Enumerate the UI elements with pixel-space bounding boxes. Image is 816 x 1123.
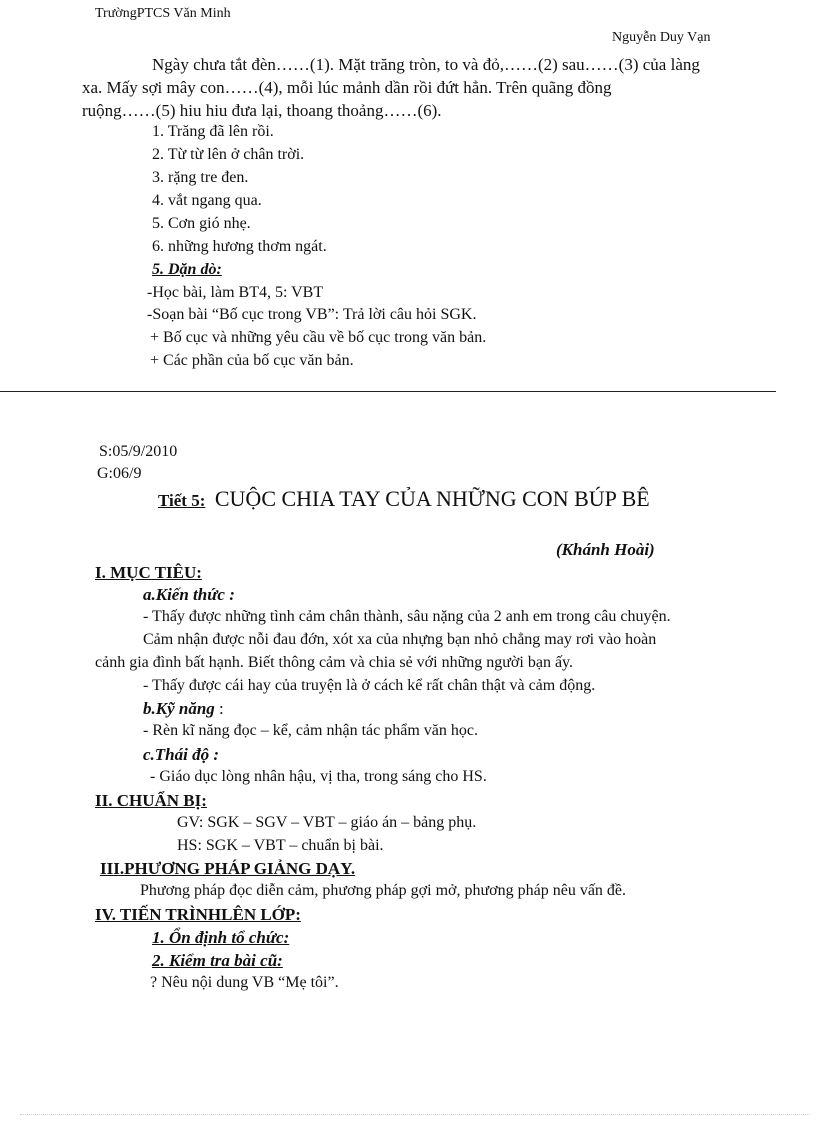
option-item: 2. Từ từ lên ở chân trời. xyxy=(152,146,305,163)
section-divider xyxy=(0,391,776,392)
procedure-step-2: 2. Kiểm tra bài cũ: xyxy=(152,951,283,970)
date-taught: G:06/9 xyxy=(97,465,142,482)
knowledge-line: Cảm nhận được nỗi đau đớn, xót xa của nhựng bạn nhỏ chẳng may rơi vào hoàn xyxy=(143,631,657,648)
attitude-label: c.Thái độ : xyxy=(143,745,220,764)
knowledge-label: a.Kiến thức : xyxy=(143,585,235,604)
methods-heading: III.PHƯƠNG PHÁP GIẢNG DẠY. xyxy=(100,859,356,878)
homework-heading: 5. Dặn dò: xyxy=(152,261,222,278)
school-name: TrườngPTCS Văn Minh xyxy=(95,6,231,21)
procedure-step-1: 1. Ổn định tổ chức: xyxy=(152,928,290,947)
knowledge-line: cảnh gia đình bất hạnh. Biết thông cảm và chia sẻ với những người bạn ấy. xyxy=(95,654,573,671)
homework-item: -Soạn bài “Bố cục trong VB”: Trả lời câu hỏi SGK. xyxy=(147,306,477,323)
paragraph-line: ruộng……(5) hiu hiu đưa lại, thoang thoảng……(6). xyxy=(82,101,442,120)
option-item: 1. Trăng đã lên rồi. xyxy=(152,123,274,140)
source-author: (Khánh Hoài) xyxy=(556,540,655,559)
review-question: ? Nêu nội dung VB “Mẹ tôi”. xyxy=(150,974,339,991)
skills-line: - Rèn kĩ năng đọc – kể, cảm nhận tác phẩm văn học. xyxy=(143,722,478,739)
knowledge-line: - Thấy được những tình cảm chân thành, sâu nặng của 2 anh em trong câu chuyện. xyxy=(143,608,671,625)
homework-item: -Học bài, làm BT4, 5: VBT xyxy=(147,284,324,301)
option-item: 3. rặng tre đen. xyxy=(152,169,249,186)
preparation-heading: II. CHUẨN BỊ: xyxy=(95,791,207,810)
author-name: Nguyễn Duy Vạn xyxy=(612,30,711,45)
paragraph-line: Ngày chưa tắt đèn……(1). Mặt trăng tròn, to và đỏ,……(2) sau……(3) của làng xyxy=(152,55,700,74)
methods-text: Phương pháp đọc diễn cảm, phương pháp gợi mở, phương pháp nêu vấn đề. xyxy=(140,882,627,899)
skills-colon: : xyxy=(214,699,224,718)
date-prepared: S:05/9/2010 xyxy=(99,443,178,460)
lesson-title: CUỘC CHIA TAY CỦA NHỮNG CON BÚP BÊ xyxy=(214,486,650,511)
paragraph-line: xa. Mấy sợi mây con……(4), mỗi lúc mảnh dần rồi đứt hẳn. Trên quãng đồng xyxy=(82,78,612,97)
option-item: 5. Cơn gió nhẹ. xyxy=(152,215,251,232)
period-label: Tiết 5: xyxy=(158,491,206,510)
attitude-line: - Giáo dục lòng nhân hậu, vị tha, trong sáng cho HS. xyxy=(150,768,487,785)
skills-label-line xyxy=(143,699,224,719)
homework-item: + Bố cục và những yêu cầu về bố cục trong văn bản. xyxy=(150,329,487,346)
page-bottom-divider xyxy=(20,1114,810,1115)
teacher-materials: GV: SGK – SGV – VBT – giáo án – bảng phụ. xyxy=(177,814,477,831)
option-item: 6. những hương thơm ngát. xyxy=(152,238,327,255)
skills-label: b.Kỹ năng xyxy=(143,699,215,718)
student-materials: HS: SGK – VBT – chuẩn bị bài. xyxy=(177,837,384,854)
objectives-heading: I. MỤC TIÊU: xyxy=(95,563,202,582)
option-item: 4. vắt ngang qua. xyxy=(152,192,262,209)
lesson-title-line xyxy=(158,486,650,511)
procedure-heading: IV. TIẾN TRÌNHLÊN LỚP: xyxy=(95,905,301,924)
homework-item: + Các phần của bố cục văn bản. xyxy=(150,352,354,369)
knowledge-line: - Thấy được cái hay của truyện là ở cách kể rất chân thật và cảm động. xyxy=(143,677,596,694)
